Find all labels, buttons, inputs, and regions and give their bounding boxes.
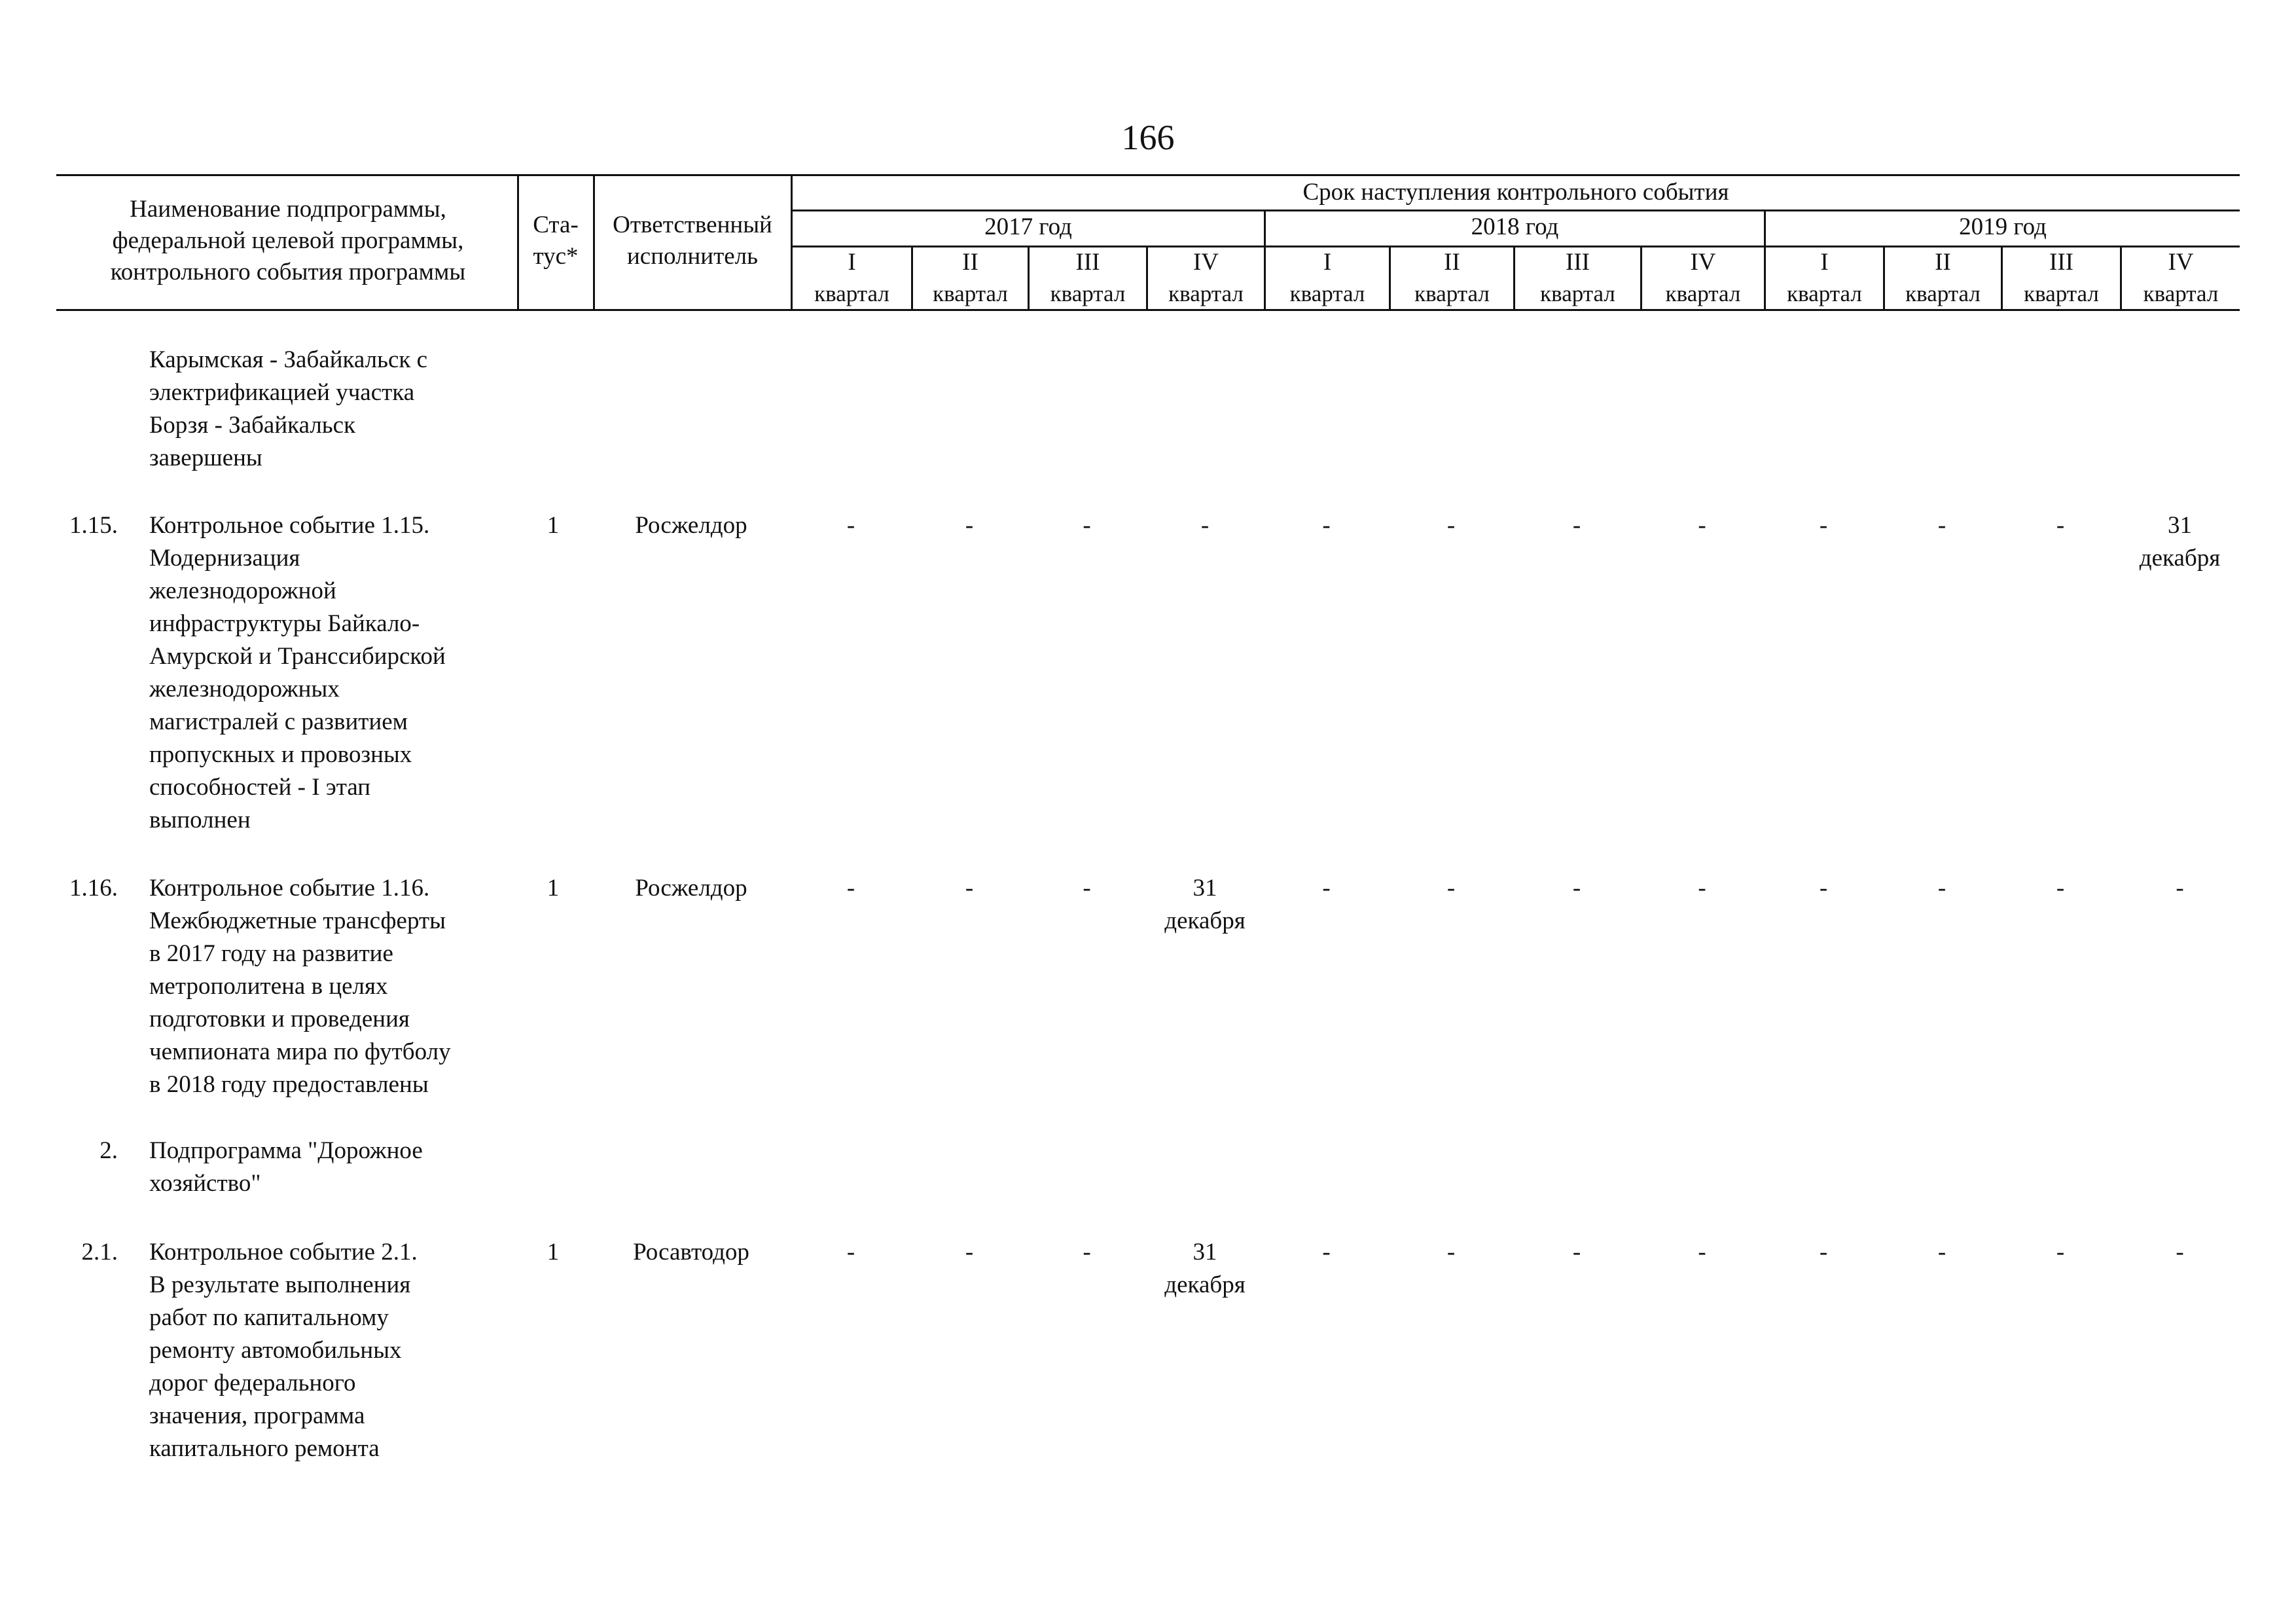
quarter-label: квартал xyxy=(2143,281,2219,306)
quarter-number: II xyxy=(962,249,978,276)
quarter-cell: - xyxy=(1819,875,1828,902)
quarter-label: квартал xyxy=(1289,281,1365,306)
row-status: 1 xyxy=(547,1239,560,1266)
quarter-cell: - xyxy=(2176,1239,2184,1266)
header-deadline-title: Срок наступления контрольного события xyxy=(1302,179,1729,206)
row-name: Карымская - Забайкальск с электрификацией участка Борзя - Забайкальск завершены xyxy=(149,346,428,471)
quarter-cell: - xyxy=(846,512,855,539)
quarter-cell: - xyxy=(1698,1239,1706,1266)
quarter-cell: - xyxy=(1322,1239,1331,1266)
quarter-label: квартал xyxy=(1665,281,1741,306)
quarter-number: I xyxy=(1820,249,1829,276)
quarter-cell: - xyxy=(1322,875,1331,902)
header-name-column: Наименование подпрограммы, федеральной целевой программы, контрольного события программы xyxy=(110,196,466,285)
quarter-cell: - xyxy=(1698,875,1706,902)
quarter-cell: - xyxy=(1572,512,1581,539)
row-number: 1.15. xyxy=(69,512,118,539)
row-name: Контрольное событие 1.15. Модернизация железнодорожной инфраструктуры Байкало- Амурской и Транссибирской железнодорожных магистралей с развитием пропускных и провозных способностей - I этап выполнен xyxy=(149,512,446,833)
quarter-label: квартал xyxy=(1787,281,1862,306)
row-status: 1 xyxy=(547,512,560,539)
quarter-cell: - xyxy=(2056,875,2065,902)
quarter-cell: - xyxy=(1937,512,1946,539)
quarter-label: квартал xyxy=(2024,281,2099,306)
quarter-cell: 31 декабря xyxy=(1164,1239,1246,1298)
quarter-cell: - xyxy=(1446,512,1456,539)
quarter-cell: 31 декабря xyxy=(1164,875,1246,934)
quarter-cell: - xyxy=(1083,875,1091,902)
quarter-label: квартал xyxy=(1540,281,1615,306)
quarter-cell: - xyxy=(965,875,974,902)
quarter-number: I xyxy=(848,249,856,276)
quarter-number: II xyxy=(1935,249,1951,276)
quarter-number: III xyxy=(1075,249,1100,276)
quarter-label: квартал xyxy=(1905,281,1981,306)
quarter-label: квартал xyxy=(1168,281,1244,306)
quarter-label: квартал xyxy=(814,281,889,306)
quarter-cell: - xyxy=(1698,512,1706,539)
quarter-cell: - xyxy=(1572,875,1581,902)
quarter-cell: - xyxy=(1322,512,1331,539)
row-name: Подпрограмма "Дорожное хозяйство" xyxy=(149,1137,423,1197)
quarter-cell: - xyxy=(2056,1239,2065,1266)
quarter-number: II xyxy=(1444,249,1460,276)
quarter-cell: - xyxy=(1446,1239,1456,1266)
quarter-cell: - xyxy=(1083,1239,1091,1266)
row-executor: Росжелдор xyxy=(635,512,747,539)
quarter-cell: - xyxy=(1200,512,1210,539)
quarter-cell: - xyxy=(846,875,855,902)
row-name: Контрольное событие 1.16. Межбюджетные трансферты в 2017 году на развитие метрополитена в целях подготовки и проведения чемпионата мира по футболу в 2018 году предоставлены xyxy=(149,875,451,1098)
header-year: 2018 год xyxy=(1471,213,1559,240)
quarter-label: квартал xyxy=(933,281,1008,306)
row-number: 2. xyxy=(99,1137,118,1164)
header-year: 2019 год xyxy=(1959,213,2047,240)
row-number: 2.1. xyxy=(81,1239,118,1266)
quarter-cell: - xyxy=(846,1239,855,1266)
header-status-column: Ста- тус* xyxy=(533,211,579,270)
header-year: 2017 год xyxy=(984,213,1072,240)
quarter-cell: - xyxy=(1937,875,1946,902)
row-name: Контрольное событие 2.1. В результате выполнения работ по капитальному ремонту автомобильных дорог федерального значения, программа капитального ремонта xyxy=(149,1239,418,1462)
quarter-label: квартал xyxy=(1414,281,1490,306)
quarter-cell: - xyxy=(1819,1239,1828,1266)
quarter-cell: - xyxy=(2056,512,2065,539)
row-status: 1 xyxy=(547,875,560,902)
row-number: 1.16. xyxy=(69,875,118,902)
quarter-cell: - xyxy=(2176,875,2184,902)
quarter-cell: - xyxy=(1937,1239,1946,1266)
quarter-cell: - xyxy=(1083,512,1091,539)
quarter-number: I xyxy=(1323,249,1332,276)
quarter-cell: - xyxy=(965,1239,974,1266)
row-executor: Росавтодор xyxy=(633,1239,749,1266)
quarter-cell: 31 декабря xyxy=(2139,512,2221,572)
quarter-number: IV xyxy=(1193,249,1219,276)
quarter-number: III xyxy=(1566,249,1590,276)
quarter-number: IV xyxy=(2168,249,2194,276)
page-number: 166 xyxy=(1121,118,1175,157)
row-executor: Росжелдор xyxy=(635,875,747,902)
quarter-cell: - xyxy=(1572,1239,1581,1266)
quarter-cell: - xyxy=(1819,512,1828,539)
quarter-cell: - xyxy=(1446,875,1456,902)
header-executor-column: Ответственный исполнитель xyxy=(613,211,772,270)
quarter-label: квартал xyxy=(1050,281,1126,306)
header-top-rule xyxy=(56,174,2240,176)
quarter-number: III xyxy=(2049,249,2073,276)
quarter-cell: - xyxy=(965,512,974,539)
quarter-number: IV xyxy=(1690,249,1716,276)
